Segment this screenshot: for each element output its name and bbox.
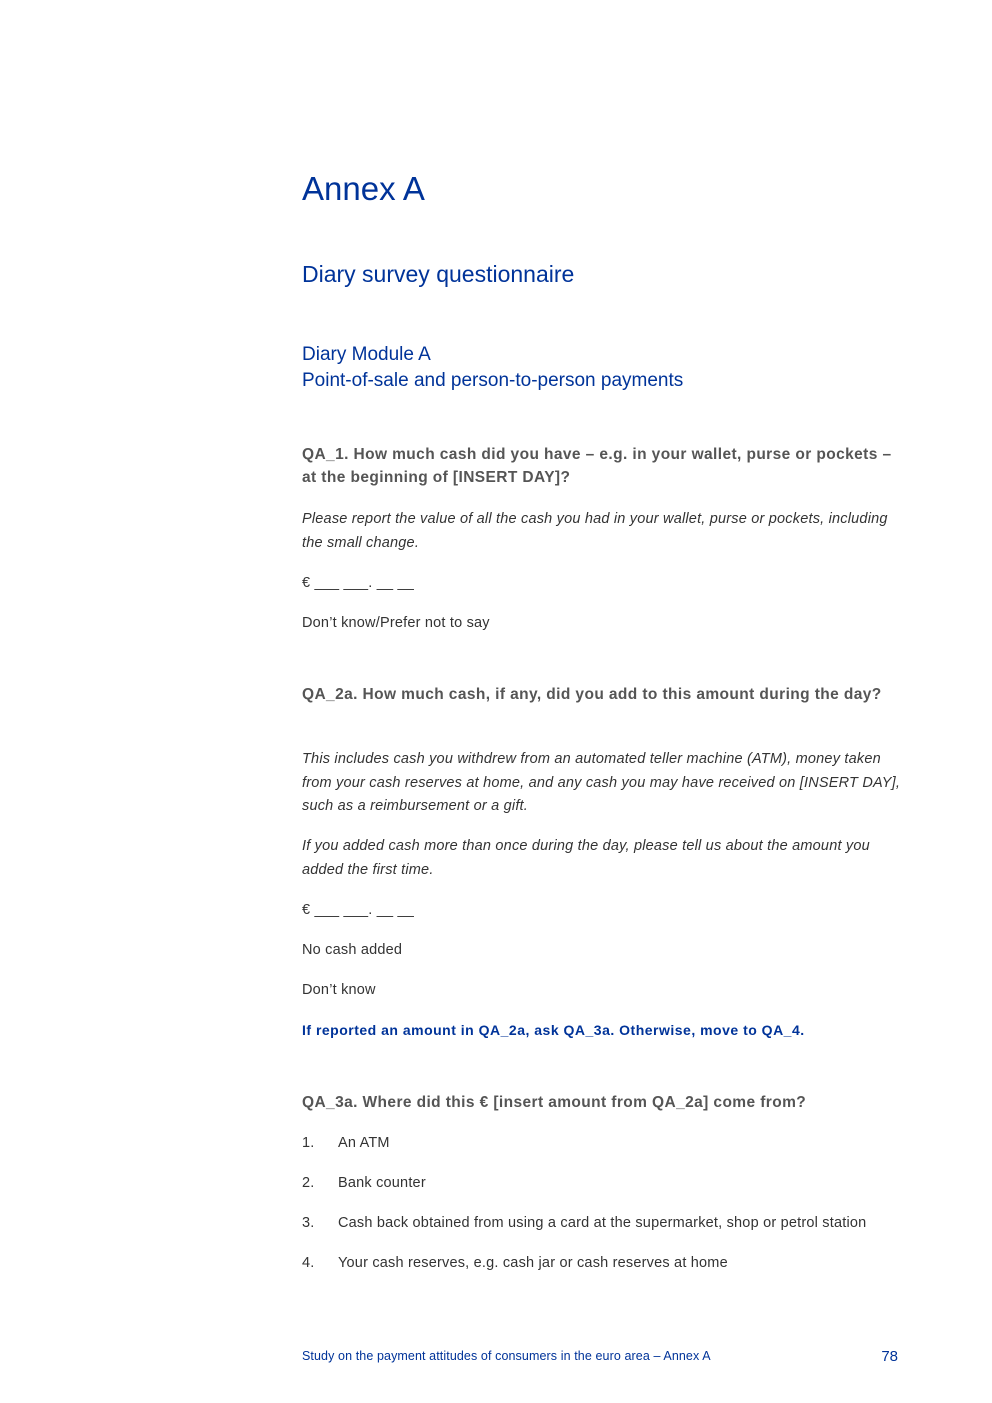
section-subtitle: Diary survey questionnaire — [302, 261, 575, 287]
page-number: 78 — [881, 1348, 898, 1365]
qa1-option-dont-know: Don’t know/Prefer not to say — [302, 615, 490, 631]
option-label: Your cash reserves, e.g. cash jar or cash reserves at home — [338, 1255, 728, 1271]
option-label: Bank counter — [338, 1175, 426, 1191]
qa2a-option-dont-know: Don’t know — [302, 982, 376, 998]
qa2a-amount-field: € ___ ___. __ __ — [302, 902, 415, 918]
qa2a-instruction-2: If you added cash more than once during the day, please tell us about the amount you added the first time. — [302, 838, 870, 878]
qa3a-option — [302, 1133, 902, 1153]
option-number: 2. — [302, 1175, 315, 1191]
module-title — [302, 342, 683, 394]
qa1-instruction: Please report the value of all the cash you had in your wallet, purse or pockets, including the small change. — [302, 511, 888, 551]
qa1-amount-field: € ___ ___. __ __ — [302, 575, 415, 591]
qa3a-option — [302, 1253, 902, 1273]
qa3a-option — [302, 1173, 902, 1193]
qa3a-option — [302, 1213, 902, 1233]
annex-title: Annex A — [302, 170, 425, 207]
qa3a-question: QA_3a. Where did this € [insert amount from QA_2a] come from? — [302, 1094, 807, 1111]
option-number: 1. — [302, 1135, 315, 1151]
footer-text: Study on the payment attitudes of consumers in the euro area – Annex A — [302, 1349, 711, 1363]
option-label: An ATM — [338, 1135, 390, 1151]
qa2a-option-no-cash: No cash added — [302, 942, 403, 958]
option-number: 4. — [302, 1255, 315, 1271]
qa2a-routing-instruction: If reported an amount in QA_2a, ask QA_3a. Otherwise, move to QA_4. — [302, 1022, 805, 1038]
qa2a-question: QA_2a. How much cash, if any, did you add to this amount during the day? — [302, 686, 882, 703]
module-title-line2: Point-of-sale and person-to-person payments — [302, 370, 684, 391]
option-number: 3. — [302, 1215, 315, 1231]
option-label: Cash back obtained from using a card at the supermarket, shop or petrol station — [338, 1215, 867, 1231]
module-title-line1: Diary Module A — [302, 344, 431, 365]
qa1-question: QA_1. How much cash did you have – e.g. in your wallet, purse or pockets – at the beginning of [INSERT DAY]? — [302, 446, 892, 486]
qa2a-instruction-1: This includes cash you withdrew from an automated teller machine (ATM), money taken from your cash reserves at home, and any cash you may have received on [INSERT DAY], such as a reimbursement or a gift. — [302, 751, 901, 814]
